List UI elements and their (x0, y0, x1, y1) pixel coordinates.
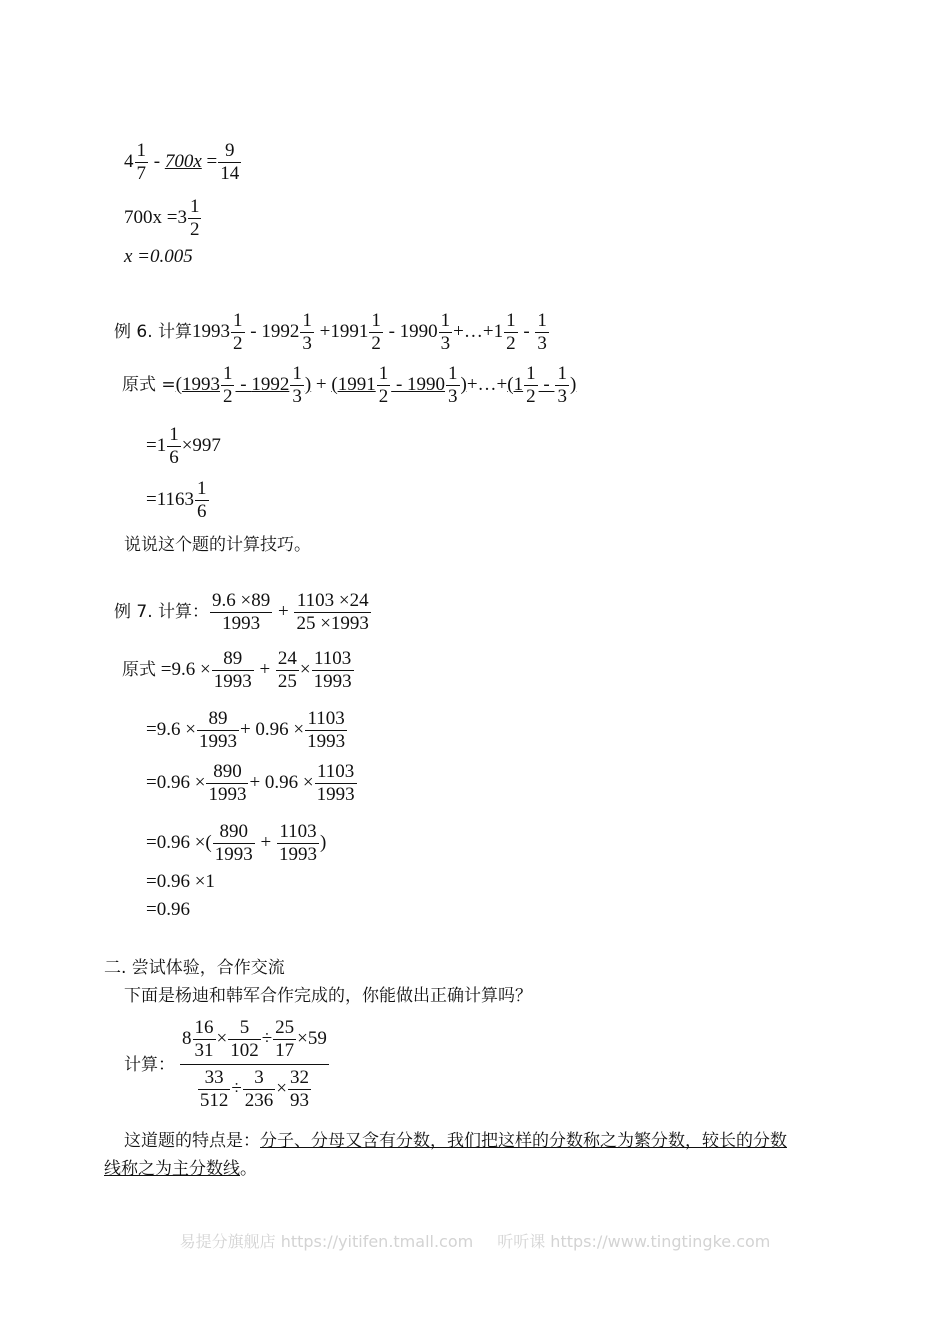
example-7-question: 例 7. 计算： $\frac{9.6 \times 89}{1993}$ + $\frac{1103 \times 24}{25 \times 1993}$ (114, 590, 369, 634)
example-7-step-2: =0.96 × $\frac{890}{1993}$ + 0.96 × $\frac{1103}{1993}$ (146, 761, 355, 805)
footer-link-left: 易提分旗舰店 https://yitifen.tmall.com (179, 1232, 474, 1251)
example-6-step-2: =1163 $\frac{1}{6}$ (146, 478, 207, 522)
footer-watermark (0, 1229, 950, 1252)
footer-link-right: 听听课 https://www.tingtingke.com (497, 1232, 771, 1251)
description-line-2: 线称之为主分数线。 (104, 1159, 257, 1179)
fraction: $\frac{1}{7}$ (136, 140, 146, 184)
example-6-question: 例 6. 计算1993 $\frac{1}{2}$ - 1992 $\frac{1}{3}$ +1991 $\frac{1}{2}$ - 1990 $\frac{1}{3}$ +…+1 $\frac{1}{2}$ - $\frac{1}{3}$ (114, 310, 547, 354)
example-7-original: 原式 =9.6 × $\frac{89}{1993}$ + $\frac{24}{25}$ × $\frac{1103}{1993}$ (122, 648, 352, 692)
example-7-step-5: =0.96 (146, 899, 190, 920)
equation-line-2 (124, 196, 202, 241)
term: 700x (164, 150, 202, 172)
expr: x =0.005 (124, 246, 193, 267)
equation-line-3 (124, 246, 193, 268)
example-7-step-1: =9.6 × $\frac{89}{1993}$ + 0.96 × $\frac{1103}{1993}$ (146, 708, 346, 752)
original-label: 原式 = (122, 374, 176, 395)
example-6-step-1: =1 $\frac{1}{6}$ ×997 (146, 424, 221, 468)
section-2-heading: 二. 尝试体验，合作交流 (104, 958, 285, 978)
expr: 700x =3 (124, 206, 187, 228)
section-2-intro: 下面是杨迪和韩军合作完成的，你能做出正确计算吗？ (124, 986, 532, 1006)
calc-label: 计算： (124, 1055, 175, 1075)
whole-number: 4 (124, 150, 134, 172)
example-7-step-4: =0.96 ×1 (146, 871, 215, 892)
fraction: $\frac{1}{2}$ (189, 196, 200, 240)
complex-fraction: 8 $\frac{16}{31}$ × $\frac{5}{102}$ ÷ $\frac{25}{17}$ ×59 $\frac{33}{512}$ ÷ $\frac{3}{236}$ × $\frac{32}{93}$ (182, 1017, 327, 1111)
equation-line-1: 4 $\frac{1}{7}$ - 700x = $\frac{9}{14}$ (124, 140, 240, 184)
description-line-1: 这道题的特点是：分子、分母又含有分数，我们把这样的分数称之为繁分数，较长的分数 (124, 1131, 787, 1151)
example-6-note: 说说这个题的计算技巧。 (124, 535, 311, 555)
fraction: $\frac{9}{14}$ (220, 140, 240, 184)
example-7-step-3: =0.96 ×( $\frac{890}{1993}$ + $\frac{1103}{1993}$ ) (146, 821, 327, 865)
example-6-expansion: 原式 =(1993 $\frac{1}{2}$ - 1992 $\frac{1}{3}$ ) + (1991 $\frac{1}{2}$ - 1990 $\frac{1}{3}$ )+…+(1 $\frac{1}{2}$ - $\frac{1}{3}$ ) (122, 363, 577, 407)
example-label: 例 6. 计算 (114, 321, 193, 342)
